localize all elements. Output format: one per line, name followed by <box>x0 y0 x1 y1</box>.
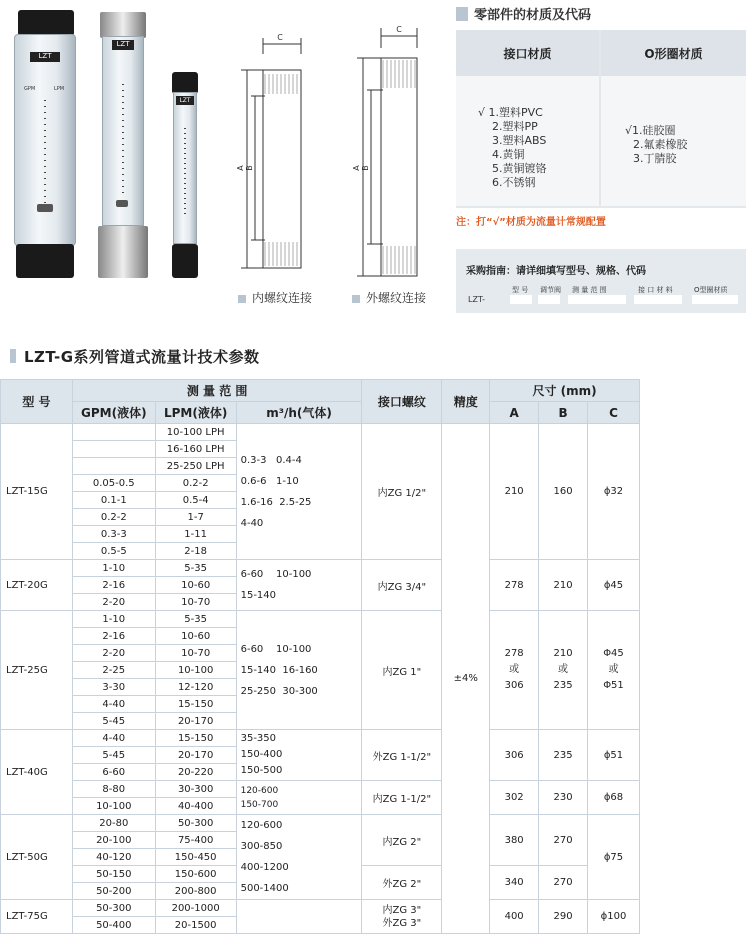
gpm-cell: 1-10 <box>72 611 155 628</box>
table-row <box>1 611 640 628</box>
gas-cell <box>236 900 362 934</box>
spec-section-title <box>10 346 260 367</box>
table-row <box>1 560 640 577</box>
gpm-cell <box>72 424 155 441</box>
gpm-cell <box>72 441 155 458</box>
model-input-box[interactable] <box>510 295 532 304</box>
gas-range: 150-700 <box>240 799 279 810</box>
lpm-cell: 150-600 <box>155 866 236 883</box>
gpm-cell: 2-20 <box>72 645 155 662</box>
size-a-cell: 340 <box>490 866 539 900</box>
header-size: 尺寸 (mm) <box>490 380 640 402</box>
material-item: 5.黄铜镀铬 <box>492 162 547 175</box>
gpm-cell: 5-45 <box>72 747 155 764</box>
tube-cap-bottom <box>16 244 74 278</box>
inner-dim-a: A <box>236 165 245 171</box>
order-guide-title: 采购指南：请详细填写型号、规格、代码 <box>466 266 646 277</box>
materials-note: 注：打“√”材质为流量计常规配置 <box>456 217 606 228</box>
lpm-cell: 5-35 <box>155 560 236 577</box>
lpm-cell: 12-120 <box>155 679 236 696</box>
lpm-cell: 10-60 <box>155 577 236 594</box>
lpm-cell: 0.5-4 <box>155 492 236 509</box>
oring-material-list <box>601 76 746 206</box>
tube-2-scale <box>122 84 124 194</box>
model-cell: LZT-25G <box>1 611 73 730</box>
gpm-cell: 10-100 <box>72 798 155 815</box>
tube-1-unit-left: GPM <box>24 86 36 92</box>
gas-cell <box>236 815 362 900</box>
gas-range: 25-250 30-300 <box>240 685 318 697</box>
size-c-cell: ϕ75 <box>587 815 639 900</box>
oring-input-box[interactable] <box>692 295 738 304</box>
gas-range: 0.6-6 1-10 <box>240 475 299 487</box>
gpm-cell: 6-60 <box>72 764 155 781</box>
lpm-cell: 20-170 <box>155 747 236 764</box>
size-c-cell: ϕ51 <box>587 730 639 781</box>
lpm-cell: 15-150 <box>155 730 236 747</box>
gpm-cell: 50-300 <box>72 900 155 917</box>
lpm-cell: 150-450 <box>155 849 236 866</box>
tube-1-float <box>37 204 53 212</box>
gas-range: 0.3-3 0.4-4 <box>240 454 302 466</box>
header-gpm: GPM(液体) <box>72 402 155 424</box>
lpm-cell: 30-300 <box>155 781 236 798</box>
size-c-cell: ϕ68 <box>587 781 639 815</box>
inner-thread-caption <box>238 289 312 306</box>
size-c-cell: ϕ32 <box>587 424 639 560</box>
model-cell: LZT-15G <box>1 424 73 560</box>
lpm-cell: 10-70 <box>155 594 236 611</box>
lpm-cell: 10-100 LPH <box>155 424 236 441</box>
order-guide <box>456 249 746 313</box>
gpm-cell: 8-80 <box>72 781 155 798</box>
spec-section-title-text: LZT-G系列管道式流量计技术参数 <box>24 348 260 366</box>
outer-thread-caption-text: 外螺纹连接 <box>366 291 427 305</box>
dimension-drawings <box>225 18 445 288</box>
table-row <box>1 900 640 917</box>
lpm-cell: 10-60 <box>155 628 236 645</box>
gas-range: 120-600 <box>240 820 283 831</box>
tube-1-unit-right: LPM <box>54 86 65 92</box>
thread-value: 外ZG 3" <box>382 917 422 929</box>
guide-field-label: 型 号 <box>512 286 529 294</box>
lpm-cell: 16-160 LPH <box>155 441 236 458</box>
thread-cell: 内ZG 1" <box>362 611 442 730</box>
size-c-cell: ϕ100 <box>587 900 639 934</box>
tube-2-label: LZT <box>112 40 134 50</box>
gpm-cell: 50-400 <box>72 917 155 934</box>
thread-cell: 内ZG 3/4" <box>362 560 442 611</box>
gpm-cell: 4-40 <box>72 730 155 747</box>
gpm-cell: 0.1-1 <box>72 492 155 509</box>
header-accuracy: 精度 <box>442 380 490 424</box>
lpm-cell: 10-100 <box>155 662 236 679</box>
header-b: B <box>539 402 588 424</box>
size-b-cell: 290 <box>539 900 588 934</box>
gpm-cell: 5-45 <box>72 713 155 730</box>
header-thread: 接口螺纹 <box>362 380 442 424</box>
caption-marker <box>352 295 360 303</box>
size-b-cell: 210 或 235 <box>539 611 588 730</box>
header-lpm: LPM(液体) <box>155 402 236 424</box>
lpm-cell: 25-250 LPH <box>155 458 236 475</box>
model-cell: LZT-75G <box>1 900 73 934</box>
gas-range: 150-400 <box>240 749 283 760</box>
lpm-cell: 50-300 <box>155 815 236 832</box>
model-cell: LZT-20G <box>1 560 73 611</box>
header-range: 测 量 范 围 <box>72 380 362 402</box>
materials-col2-header: O形圈材质 <box>601 30 746 76</box>
size-a-cell: 306 <box>490 730 539 781</box>
oring-item: 3.丁腈胶 <box>633 152 677 165</box>
valve-input-box[interactable] <box>538 295 560 304</box>
thread-value: 内ZG 3" <box>382 904 422 916</box>
oring-item: √1.硅胶圈 <box>625 124 676 137</box>
gas-cell <box>236 560 362 611</box>
gas-cell <box>236 424 362 560</box>
gpm-cell: 1-10 <box>72 560 155 577</box>
lpm-cell: 75-400 <box>155 832 236 849</box>
outer-thread-caption <box>352 289 426 306</box>
gpm-cell: 40-120 <box>72 849 155 866</box>
tube-2-float <box>116 200 128 207</box>
thread-cell <box>362 900 442 934</box>
tube-3-scale <box>184 128 186 218</box>
size-a-cell: 278 <box>490 560 539 611</box>
gas-range: 6-60 10-100 <box>240 643 312 655</box>
lpm-cell: 200-1000 <box>155 900 236 917</box>
tube-2-cap-bottom <box>98 226 148 278</box>
gas-range: 150-500 <box>240 765 283 776</box>
size-b-cell: 235 <box>539 730 588 781</box>
gpm-cell: 0.05-0.5 <box>72 475 155 492</box>
gas-range: 120-600 <box>240 785 279 796</box>
size-a-cell: 302 <box>490 781 539 815</box>
size-c-cell: Φ45 或 Φ51 <box>587 611 639 730</box>
lpm-cell: 15-150 <box>155 696 236 713</box>
gpm-cell: 50-150 <box>72 866 155 883</box>
lpm-cell: 20-220 <box>155 764 236 781</box>
size-a-cell: 380 <box>490 815 539 866</box>
size-b-cell: 270 <box>539 866 588 900</box>
size-b-cell: 270 <box>539 815 588 866</box>
spec-table <box>0 379 640 934</box>
gas-range: 300-850 <box>240 841 283 852</box>
title-marker <box>456 7 468 21</box>
gas-range: 400-1200 <box>240 862 289 873</box>
material-item: √ 1.塑料PVC <box>478 106 543 119</box>
model-cell: LZT-50G <box>1 815 73 900</box>
gpm-cell: 2-25 <box>72 662 155 679</box>
table-row <box>1 424 640 441</box>
range-input-box[interactable] <box>568 295 626 304</box>
lpm-cell: 2-18 <box>155 543 236 560</box>
outer-dim-c: C <box>396 25 402 34</box>
table-row <box>1 781 640 798</box>
lpm-cell: 1-11 <box>155 526 236 543</box>
lpm-cell: 0.2-2 <box>155 475 236 492</box>
material-item: 6.不锈钢 <box>492 176 536 189</box>
lpm-cell: 1-7 <box>155 509 236 526</box>
gpm-cell: 2-16 <box>72 628 155 645</box>
inner-dim-c: C <box>277 33 283 42</box>
tube-3-cap-bottom <box>172 244 198 278</box>
gas-cell <box>236 781 362 815</box>
lpm-cell: 200-800 <box>155 883 236 900</box>
gas-range: 500-1400 <box>240 883 289 894</box>
material-item: 4.黄铜 <box>492 148 525 161</box>
size-a-cell: 400 <box>490 900 539 934</box>
model-cell: LZT-40G <box>1 730 73 815</box>
tube-2-cap-top <box>100 12 146 38</box>
size-b-cell: 230 <box>539 781 588 815</box>
gpm-cell: 20-80 <box>72 815 155 832</box>
lpm-cell: 20-1500 <box>155 917 236 934</box>
lpm-cell: 40-400 <box>155 798 236 815</box>
thread-cell: 内ZG 1-1/2" <box>362 781 442 815</box>
tube-1-scale <box>44 100 46 210</box>
inner-dim-b: B <box>245 165 254 171</box>
gpm-cell: 0.5-5 <box>72 543 155 560</box>
thread-cell: 外ZG 1-1/2" <box>362 730 442 781</box>
header-a: A <box>490 402 539 424</box>
thread-cell: 外ZG 2" <box>362 866 442 900</box>
accuracy-cell: ±4% <box>442 424 490 934</box>
lpm-cell: 10-70 <box>155 645 236 662</box>
tube-3-label: LZT <box>176 96 194 105</box>
gpm-cell <box>72 458 155 475</box>
gas-range: 15-140 <box>240 590 277 601</box>
materials-table <box>456 30 746 208</box>
gas-range: 4-40 <box>240 517 264 529</box>
caption-marker <box>238 295 246 303</box>
gpm-cell: 3-30 <box>72 679 155 696</box>
interface-material-list <box>456 76 599 206</box>
gpm-cell: 0.3-3 <box>72 526 155 543</box>
material-item: 3.塑料ABS <box>492 134 547 147</box>
header-gas: m³/h(气体) <box>236 402 362 424</box>
gas-cell <box>236 611 362 730</box>
title-marker <box>10 349 16 363</box>
gpm-cell: 50-200 <box>72 883 155 900</box>
gpm-cell: 0.2-2 <box>72 509 155 526</box>
tube-3-cap-top <box>172 72 198 94</box>
gas-range: 35-350 <box>240 733 277 744</box>
guide-field-label: 接 口 材 料 <box>638 286 673 294</box>
size-a-cell: 210 <box>490 424 539 560</box>
tube-cap-top <box>18 10 74 36</box>
outer-dim-a: A <box>352 165 361 171</box>
material-input-box[interactable] <box>634 295 682 304</box>
lpm-cell: 20-170 <box>155 713 236 730</box>
gas-range: 6-60 10-100 <box>240 569 312 580</box>
header-model: 型 号 <box>1 380 73 424</box>
thread-cell: 内ZG 1/2" <box>362 424 442 560</box>
gpm-cell: 20-100 <box>72 832 155 849</box>
materials-title <box>456 4 591 23</box>
outer-dim-b: B <box>361 165 370 171</box>
guide-field-label: 调节阀 <box>540 286 561 294</box>
gpm-cell: 2-16 <box>72 577 155 594</box>
header-c: C <box>587 402 639 424</box>
size-c-cell: ϕ45 <box>587 560 639 611</box>
tube-1-label: LZT <box>30 52 60 62</box>
table-row <box>1 815 640 832</box>
gas-range: 1.6-16 2.5-25 <box>240 496 312 508</box>
size-a-cell: 278 或 306 <box>490 611 539 730</box>
guide-field-label: 测 量 范 围 <box>572 286 607 294</box>
thread-cell: 内ZG 2" <box>362 815 442 866</box>
table-row <box>1 730 640 747</box>
material-item: 2.塑料PP <box>492 120 538 133</box>
oring-item: 2.氟素橡胶 <box>633 138 688 151</box>
guide-field-label: O型圈材质 <box>694 286 728 294</box>
inner-thread-caption-text: 内螺纹连接 <box>252 291 313 305</box>
lpm-cell: 5-35 <box>155 611 236 628</box>
gas-range: 15-140 16-160 <box>240 664 318 676</box>
model-prefix: LZT- <box>468 295 485 304</box>
size-b-cell: 210 <box>539 560 588 611</box>
size-b-cell: 160 <box>539 424 588 560</box>
gpm-cell: 2-20 <box>72 594 155 611</box>
gpm-cell: 4-40 <box>72 696 155 713</box>
gas-cell <box>236 730 362 781</box>
materials-col1-header: 接口材质 <box>456 30 599 76</box>
materials-title-text: 零部件的材质及代码 <box>474 8 592 23</box>
